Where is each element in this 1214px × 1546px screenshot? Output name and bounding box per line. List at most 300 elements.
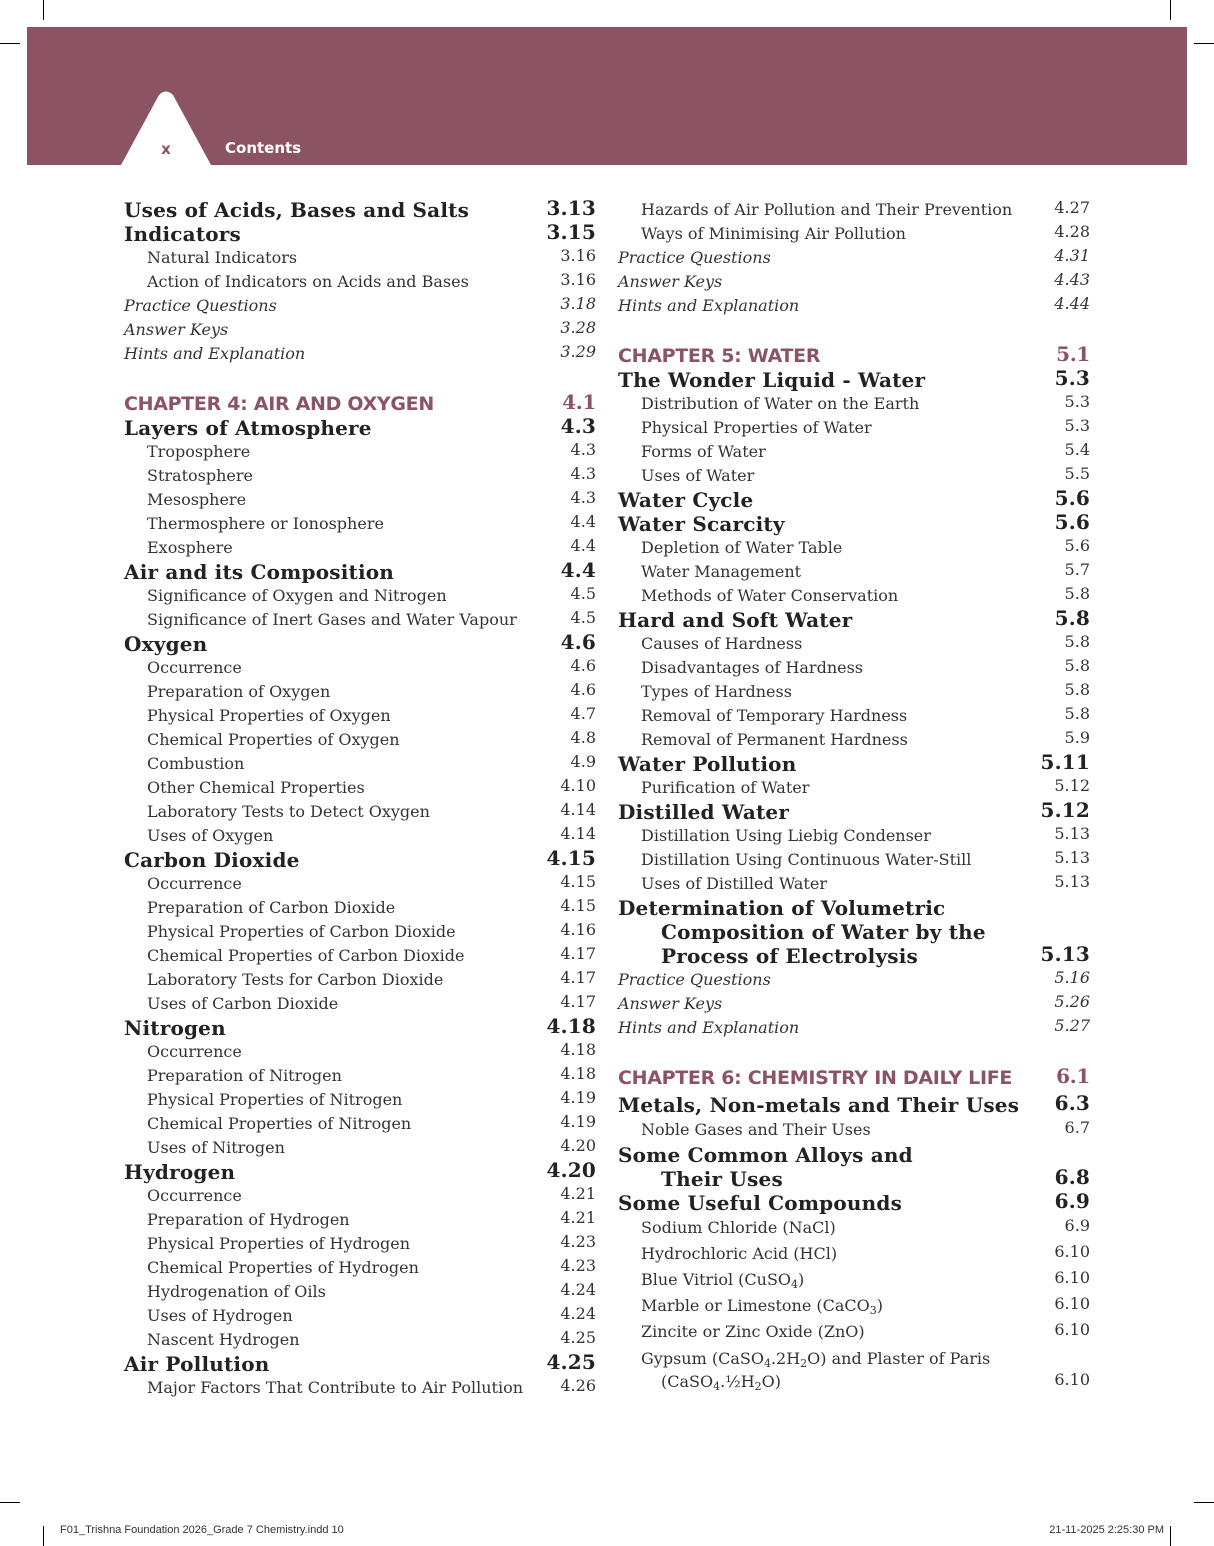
toc-page: 4.9 — [570, 752, 596, 771]
toc-heading[interactable] — [618, 512, 1090, 536]
toc-page: 5.8 — [1054, 606, 1090, 630]
toc-page: 4.15 — [560, 896, 596, 915]
toc-entry-title: Troposphere — [147, 442, 251, 461]
toc-page: 6.10 — [1054, 1370, 1090, 1389]
formula-part: O) — [761, 1372, 782, 1391]
toc-subentry[interactable] — [124, 800, 596, 824]
toc-entry-title: Distilled Water — [618, 800, 790, 824]
toc-page: 4.25 — [560, 1328, 596, 1347]
toc-subentry[interactable] — [124, 1256, 596, 1280]
toc-page: 5.26 — [1054, 992, 1090, 1011]
toc-subentry-multiline[interactable] — [618, 1347, 1090, 1393]
toc-subentry[interactable] — [618, 222, 1090, 246]
toc-subentry[interactable] — [618, 1319, 1090, 1345]
toc-page: 4.31 — [1054, 246, 1090, 265]
toc-entry-title: Carbon Dioxide — [124, 848, 300, 872]
toc-heading-multiline[interactable] — [618, 1143, 1090, 1191]
toc-page: 5.1 — [1056, 342, 1090, 366]
toc-subentry[interactable] — [124, 1280, 596, 1304]
toc-entry-title: Oxygen — [124, 632, 208, 656]
toc-page: 4.6 — [560, 630, 596, 654]
toc-subentry[interactable] — [618, 632, 1090, 656]
toc-page: 4.23 — [560, 1256, 596, 1275]
toc-subentry[interactable] — [124, 1112, 596, 1136]
toc-practice-entry[interactable] — [618, 968, 1090, 992]
toc-heading[interactable] — [618, 800, 1090, 824]
toc-entry-title: Physical Properties of Hydrogen — [147, 1234, 411, 1253]
toc-entry-title: Occurrence — [147, 874, 242, 893]
toc-page: 6.8 — [1054, 1165, 1090, 1189]
toc-entry-title: Mesosphere — [147, 490, 247, 509]
toc-page: 3.15 — [546, 220, 596, 244]
toc-hints-entry[interactable] — [124, 342, 596, 366]
toc-entry-title: Natural Indicators — [147, 248, 298, 267]
crop-mark — [1170, 1526, 1171, 1546]
toc-answer-entry[interactable] — [618, 992, 1090, 1016]
toc-entry-title: Sodium Chloride (NaCl) — [641, 1218, 836, 1237]
toc-entry-title: Hydrogenation of Oils — [147, 1282, 326, 1301]
toc-page: 4.17 — [560, 992, 596, 1011]
toc-subentry[interactable] — [618, 1117, 1090, 1143]
toc-entry-title: Distribution of Water on the Earth — [641, 394, 920, 413]
toc-subentry[interactable] — [124, 246, 596, 270]
toc-subentry[interactable] — [124, 776, 596, 800]
toc-page: 5.4 — [1064, 440, 1090, 459]
toc-subentry[interactable] — [124, 1136, 596, 1160]
toc-page: 4.44 — [1054, 294, 1090, 313]
crop-mark — [1194, 43, 1214, 44]
toc-page: 5.12 — [1054, 776, 1090, 795]
toc-entry-title: Preparation of Hydrogen — [147, 1210, 350, 1229]
toc-entry-title: Chemical Properties of Oxygen — [147, 730, 400, 749]
toc-page: 4.10 — [560, 776, 596, 795]
toc-page: 4.23 — [560, 1232, 596, 1251]
formula-part: 2 — [754, 1380, 762, 1393]
toc-entry-title: Hints and Explanation — [124, 344, 306, 363]
toc-heading[interactable] — [618, 1191, 1090, 1215]
toc-entry-title: Hydrochloric Acid (HCl) — [641, 1244, 838, 1263]
toc-subentry[interactable] — [124, 1040, 596, 1064]
formula-part: 4 — [763, 1357, 771, 1370]
toc-page: 3.16 — [560, 270, 596, 289]
toc-entry-title: Chemical Properties of Carbon Dioxide — [147, 946, 465, 965]
toc-heading[interactable] — [618, 752, 1090, 776]
toc-subentry[interactable] — [124, 464, 596, 488]
toc-entry-title: Causes of Hardness — [641, 634, 803, 653]
toc-entry-title: Chemical Properties of Hydrogen — [147, 1258, 419, 1277]
page-number: x — [161, 140, 171, 158]
toc-page: 4.25 — [546, 1350, 596, 1374]
toc-heading[interactable] — [618, 608, 1090, 632]
formula-part: Blue Vitriol (CuSO — [641, 1270, 792, 1289]
toc-subentry[interactable] — [124, 536, 596, 560]
toc-subentry[interactable] — [124, 968, 596, 992]
toc-entry-title: Water Pollution — [618, 752, 797, 776]
toc-page: 6.10 — [1054, 1294, 1090, 1313]
toc-entry-title: Significance of Oxygen and Nitrogen — [147, 586, 447, 605]
toc-heading[interactable] — [124, 560, 596, 584]
toc-page: 4.5 — [570, 584, 596, 603]
footer-timestamp: 21-11-2025 2:25:30 PM — [1049, 1524, 1164, 1536]
toc-page: 4.14 — [560, 800, 596, 819]
toc-page: 4.14 — [560, 824, 596, 843]
toc-subentry[interactable] — [124, 270, 596, 294]
toc-entry-title: Chemical Properties of Nitrogen — [147, 1114, 412, 1133]
toc-entry-title: Significance of Inert Gases and Water Vapour — [147, 610, 517, 629]
toc-entry-title: Major Factors That Contribute to Air Pollution — [147, 1378, 524, 1397]
toc-entry-title: Removal of Temporary Hardness — [641, 706, 908, 725]
toc-entry-title: Other Chemical Properties — [147, 778, 365, 797]
toc-page: 6.9 — [1054, 1189, 1090, 1213]
toc-heading-line: Composition of Water by the — [661, 920, 986, 944]
toc-subentry[interactable] — [124, 704, 596, 728]
toc-subentry[interactable] — [618, 560, 1090, 584]
toc-entry-title: Answer Keys — [124, 320, 229, 339]
toc-page: 5.13 — [1040, 942, 1090, 966]
toc-subentry[interactable] — [124, 1376, 596, 1400]
toc-entry-title: Physical Properties of Carbon Dioxide — [147, 922, 456, 941]
toc-heading[interactable] — [124, 1160, 596, 1184]
toc-entry-title: Disadvantages of Hardness — [641, 658, 864, 677]
toc-subentry[interactable] — [124, 488, 596, 512]
toc-subentry[interactable] — [618, 584, 1090, 608]
chapter-4-heading[interactable] — [124, 392, 596, 416]
chapter-5-heading[interactable] — [618, 344, 1090, 368]
toc-entry-title: Uses of Oxygen — [147, 826, 274, 845]
toc-page: 5.6 — [1064, 536, 1090, 555]
toc-subentry[interactable] — [618, 198, 1090, 222]
toc-subentry[interactable] — [124, 1208, 596, 1232]
toc-heading[interactable] — [618, 368, 1090, 392]
formula-part: Gypsum (CaSO — [641, 1349, 764, 1368]
toc-page: 5.3 — [1054, 366, 1090, 390]
toc-hints-entry[interactable] — [618, 1016, 1090, 1040]
toc-entry-title: Air and its Composition — [124, 560, 395, 584]
toc-entry-title: Action of Indicators on Acids and Bases — [147, 272, 469, 291]
toc-heading[interactable] — [124, 1352, 596, 1376]
toc-page: 4.3 — [570, 464, 596, 483]
toc-page: 4.6 — [570, 680, 596, 699]
toc-subentry[interactable] — [124, 1184, 596, 1208]
formula-part: .2H — [770, 1349, 801, 1368]
toc-page: 4.4 — [570, 536, 596, 555]
toc-entry-title: Exosphere — [147, 538, 233, 557]
toc-entry-title: Physical Properties of Water — [641, 418, 872, 437]
toc-page: 6.1 — [1056, 1064, 1090, 1088]
toc-entry-title: Uses of Nitrogen — [147, 1138, 285, 1157]
formula-part: (CaSO — [661, 1372, 714, 1391]
toc-heading-line: Process of Electrolysis — [661, 944, 919, 968]
toc-heading[interactable] — [124, 198, 596, 222]
toc-page: 5.6 — [1054, 486, 1090, 510]
crop-mark — [1194, 1502, 1214, 1503]
toc-page: 4.21 — [560, 1184, 596, 1203]
toc-page: 4.17 — [560, 944, 596, 963]
toc-subentry[interactable] — [124, 1328, 596, 1352]
toc-page: 4.15 — [560, 872, 596, 891]
formula-text — [641, 1370, 1090, 1393]
crop-mark — [0, 43, 20, 44]
formula-text — [641, 1293, 883, 1319]
toc-page: 4.5 — [570, 608, 596, 627]
toc-page: 6.7 — [1064, 1118, 1090, 1137]
toc-subentry[interactable] — [124, 512, 596, 536]
toc-subentry[interactable] — [618, 416, 1090, 440]
formula-part: ) — [798, 1270, 805, 1289]
toc-subentry[interactable] — [618, 536, 1090, 560]
toc-entry-title: Laboratory Tests to Detect Oxygen — [147, 802, 430, 821]
toc-answer-entry[interactable] — [618, 270, 1090, 294]
toc-entry-title: Preparation of Carbon Dioxide — [147, 898, 396, 917]
toc-entry-title: Uses of Acids, Bases and Salts — [124, 198, 470, 222]
formula-part: 4 — [713, 1380, 721, 1393]
crop-mark — [43, 1526, 44, 1546]
toc-subentry[interactable] — [124, 1064, 596, 1088]
toc-right-column — [618, 198, 1090, 1393]
toc-entry-title: Stratosphere — [147, 466, 253, 485]
toc-page: 5.3 — [1064, 416, 1090, 435]
toc-entry-title: Types of Hardness — [641, 682, 792, 701]
toc-page: 4.3 — [570, 488, 596, 507]
toc-entry-title: Physical Properties of Oxygen — [147, 706, 391, 725]
toc-entry-title: Air Pollution — [124, 1352, 270, 1376]
toc-left-column — [124, 198, 596, 1400]
toc-page: 5.8 — [1064, 632, 1090, 651]
toc-page: 5.6 — [1054, 510, 1090, 534]
toc-page: 4.4 — [560, 558, 596, 582]
toc-subentry[interactable] — [618, 392, 1090, 416]
toc-entry-title: Preparation of Nitrogen — [147, 1066, 342, 1085]
toc-page: 6.9 — [1064, 1216, 1090, 1235]
toc-entry-title: Some Useful Compounds — [618, 1191, 903, 1215]
toc-page: 4.15 — [546, 846, 596, 870]
toc-entry-title: Distillation Using Continuous Water-Still — [641, 850, 972, 869]
toc-page: 3.13 — [546, 196, 596, 220]
toc-subentry[interactable] — [618, 464, 1090, 488]
formula-part: ) — [876, 1296, 883, 1315]
toc-subentry[interactable] — [124, 1304, 596, 1328]
toc-page: 4.17 — [560, 968, 596, 987]
toc-page: 6.10 — [1054, 1320, 1090, 1339]
toc-subentry[interactable] — [618, 824, 1090, 848]
toc-entry-title: Uses of Carbon Dioxide — [147, 994, 339, 1013]
toc-page: 4.27 — [1054, 198, 1090, 217]
toc-subentry[interactable] — [124, 584, 596, 608]
toc-heading[interactable] — [618, 488, 1090, 512]
toc-heading-line: Some Common Alloys and — [618, 1143, 913, 1167]
toc-subentry[interactable] — [124, 872, 596, 896]
toc-page: 4.24 — [560, 1280, 596, 1299]
toc-entry-title: Metals, Non-metals and Their Uses — [618, 1093, 1020, 1117]
toc-page: 5.9 — [1064, 728, 1090, 747]
toc-entry-title: The Wonder Liquid - Water — [618, 368, 926, 392]
toc-page: 4.18 — [546, 1014, 596, 1038]
toc-subentry[interactable] — [618, 728, 1090, 752]
toc-entry-title: Hard and Soft Water — [618, 608, 853, 632]
toc-page: 5.3 — [1064, 392, 1090, 411]
toc-page: 4.19 — [560, 1088, 596, 1107]
toc-page: 4.19 — [560, 1112, 596, 1131]
toc-entry-title: Answer Keys — [618, 994, 723, 1013]
toc-entry-title: Methods of Water Conservation — [641, 586, 899, 605]
toc-page: 4.7 — [570, 704, 596, 723]
toc-subentry[interactable] — [618, 1215, 1090, 1241]
toc-subentry[interactable] — [124, 944, 596, 968]
toc-page: 4.20 — [560, 1136, 596, 1155]
toc-page: 4.21 — [560, 1208, 596, 1227]
toc-subentry[interactable] — [618, 704, 1090, 728]
toc-page: 4.18 — [560, 1064, 596, 1083]
toc-subentry[interactable] — [618, 656, 1090, 680]
toc-page: 4.43 — [1054, 270, 1090, 289]
toc-subentry[interactable] — [124, 680, 596, 704]
toc-entry-title: Water Scarcity — [618, 512, 785, 536]
toc-entry-title: Nitrogen — [124, 1016, 226, 1040]
toc-entry-title: Uses of Distilled Water — [641, 874, 827, 893]
toc-heading-line: Determination of Volumetric — [618, 896, 946, 920]
toc-answer-entry[interactable] — [124, 318, 596, 342]
formula-part: Marble or Limestone (CaCO — [641, 1296, 870, 1315]
toc-heading[interactable] — [124, 848, 596, 872]
header-title: Contents — [225, 139, 302, 157]
toc-heading[interactable] — [124, 632, 596, 656]
toc-page: 5.13 — [1054, 848, 1090, 867]
toc-page: 4.16 — [560, 920, 596, 939]
toc-entry-title: Occurrence — [147, 658, 242, 677]
toc-subentry[interactable] — [618, 1241, 1090, 1267]
formula-part: 2 — [800, 1357, 808, 1370]
toc-entry-title: Occurrence — [147, 1042, 242, 1061]
toc-subentry[interactable] — [124, 992, 596, 1016]
toc-page: 5.8 — [1064, 656, 1090, 675]
toc-entry-title: Practice Questions — [124, 296, 277, 315]
toc-page: 5.5 — [1064, 464, 1090, 483]
toc-practice-entry[interactable] — [618, 246, 1090, 270]
toc-page: 5.8 — [1064, 704, 1090, 723]
toc-page: 5.8 — [1064, 680, 1090, 699]
toc-subentry[interactable] — [618, 776, 1090, 800]
toc-entry-title: Practice Questions — [618, 248, 771, 267]
formula-part: O) and Plaster of Paris — [807, 1349, 991, 1368]
toc-entry-title: Purification of Water — [641, 778, 810, 797]
toc-entry-title: Nascent Hydrogen — [147, 1330, 300, 1349]
toc-subentry[interactable] — [618, 440, 1090, 464]
toc-page: 5.13 — [1054, 872, 1090, 891]
toc-page: 4.24 — [560, 1304, 596, 1323]
crop-mark — [0, 1502, 20, 1503]
toc-entry-title: Forms of Water — [641, 442, 766, 461]
toc-heading[interactable] — [124, 1016, 596, 1040]
toc-subentry[interactable] — [124, 1088, 596, 1112]
toc-entry-title: Layers of Atmosphere — [124, 416, 372, 440]
toc-subentry[interactable] — [618, 1293, 1090, 1319]
toc-hints-entry[interactable] — [618, 294, 1090, 318]
toc-page: 4.28 — [1054, 222, 1090, 241]
crop-mark — [43, 0, 44, 20]
toc-subentry[interactable] — [124, 728, 596, 752]
toc-subentry[interactable] — [124, 824, 596, 848]
toc-entry-title: CHAPTER 4: AIR AND OXYGEN — [124, 393, 434, 415]
toc-entry-title: Indicators — [124, 222, 241, 246]
toc-subentry[interactable] — [618, 1267, 1090, 1293]
toc-entry-title: Practice Questions — [618, 970, 771, 989]
toc-page: 4.8 — [570, 728, 596, 747]
formula-part: .½H — [720, 1372, 755, 1391]
footer-filename: F01_Trishna Foundation 2026_Grade 7 Chemistry.indd 10 — [60, 1524, 344, 1536]
toc-entry-title: Preparation of Oxygen — [147, 682, 331, 701]
toc-subentry[interactable] — [124, 896, 596, 920]
toc-subentry[interactable] — [124, 608, 596, 632]
toc-heading-multiline[interactable] — [618, 896, 1090, 968]
toc-heading[interactable] — [124, 222, 596, 246]
toc-entry-title: Depletion of Water Table — [641, 538, 843, 557]
toc-page: 3.29 — [560, 342, 596, 361]
crop-mark — [1170, 0, 1171, 20]
toc-page: 4.26 — [560, 1376, 596, 1395]
toc-entry-title: Hints and Explanation — [618, 296, 800, 315]
toc-page: 6.3 — [1054, 1091, 1090, 1115]
toc-page: 4.4 — [570, 512, 596, 531]
toc-page: 6.10 — [1054, 1242, 1090, 1261]
toc-entry-title: Ways of Minimising Air Pollution — [641, 224, 906, 243]
toc-heading[interactable] — [124, 416, 596, 440]
toc-page: 5.16 — [1054, 968, 1090, 987]
toc-subentry[interactable] — [124, 1232, 596, 1256]
toc-entry-title: Removal of Permanent Hardness — [641, 730, 908, 749]
toc-subentry[interactable] — [124, 752, 596, 776]
toc-page: 4.3 — [560, 414, 596, 438]
toc-entry-title: Physical Properties of Nitrogen — [147, 1090, 403, 1109]
toc-entry-title: Zincite or Zinc Oxide (ZnO) — [641, 1322, 865, 1341]
toc-entry-title: CHAPTER 6: CHEMISTRY IN DAILY LIFE — [618, 1067, 1013, 1089]
toc-subentry[interactable] — [618, 872, 1090, 896]
formula-text — [641, 1267, 804, 1293]
toc-page: 4.1 — [562, 390, 596, 414]
toc-page: 3.16 — [560, 246, 596, 265]
toc-subentry[interactable] — [618, 680, 1090, 704]
toc-entry-title: Water Management — [641, 562, 802, 581]
toc-practice-entry[interactable] — [124, 294, 596, 318]
toc-page: 4.6 — [570, 656, 596, 675]
toc-entry-title: Thermosphere or Ionosphere — [147, 514, 384, 533]
toc-page: 5.8 — [1064, 584, 1090, 603]
toc-entry-title: Uses of Water — [641, 466, 755, 485]
toc-entry-title: Hints and Explanation — [618, 1018, 800, 1037]
formula-part: 3 — [869, 1304, 877, 1317]
toc-subentry[interactable] — [618, 848, 1090, 872]
toc-page: 4.18 — [560, 1040, 596, 1059]
toc-page: 6.10 — [1054, 1268, 1090, 1287]
toc-entry-title: Uses of Hydrogen — [147, 1306, 293, 1325]
toc-page: 5.12 — [1040, 798, 1090, 822]
formula-text — [641, 1347, 1090, 1370]
toc-entry-title: Water Cycle — [618, 488, 754, 512]
formula-part: 4 — [791, 1278, 799, 1291]
toc-page: 4.20 — [546, 1158, 596, 1182]
toc-heading[interactable] — [618, 1093, 1090, 1117]
toc-page: 5.27 — [1054, 1016, 1090, 1035]
toc-entry-title: CHAPTER 5: WATER — [618, 345, 821, 367]
toc-subentry[interactable] — [124, 656, 596, 680]
toc-subentry[interactable] — [124, 440, 596, 464]
toc-page: 3.28 — [560, 318, 596, 337]
toc-page: 5.11 — [1040, 750, 1090, 774]
toc-subentry[interactable] — [124, 920, 596, 944]
toc-page: 5.13 — [1054, 824, 1090, 843]
toc-page: 3.18 — [560, 294, 596, 313]
chapter-6-heading[interactable] — [618, 1066, 1090, 1090]
toc-entry-title: Laboratory Tests for Carbon Dioxide — [147, 970, 444, 989]
